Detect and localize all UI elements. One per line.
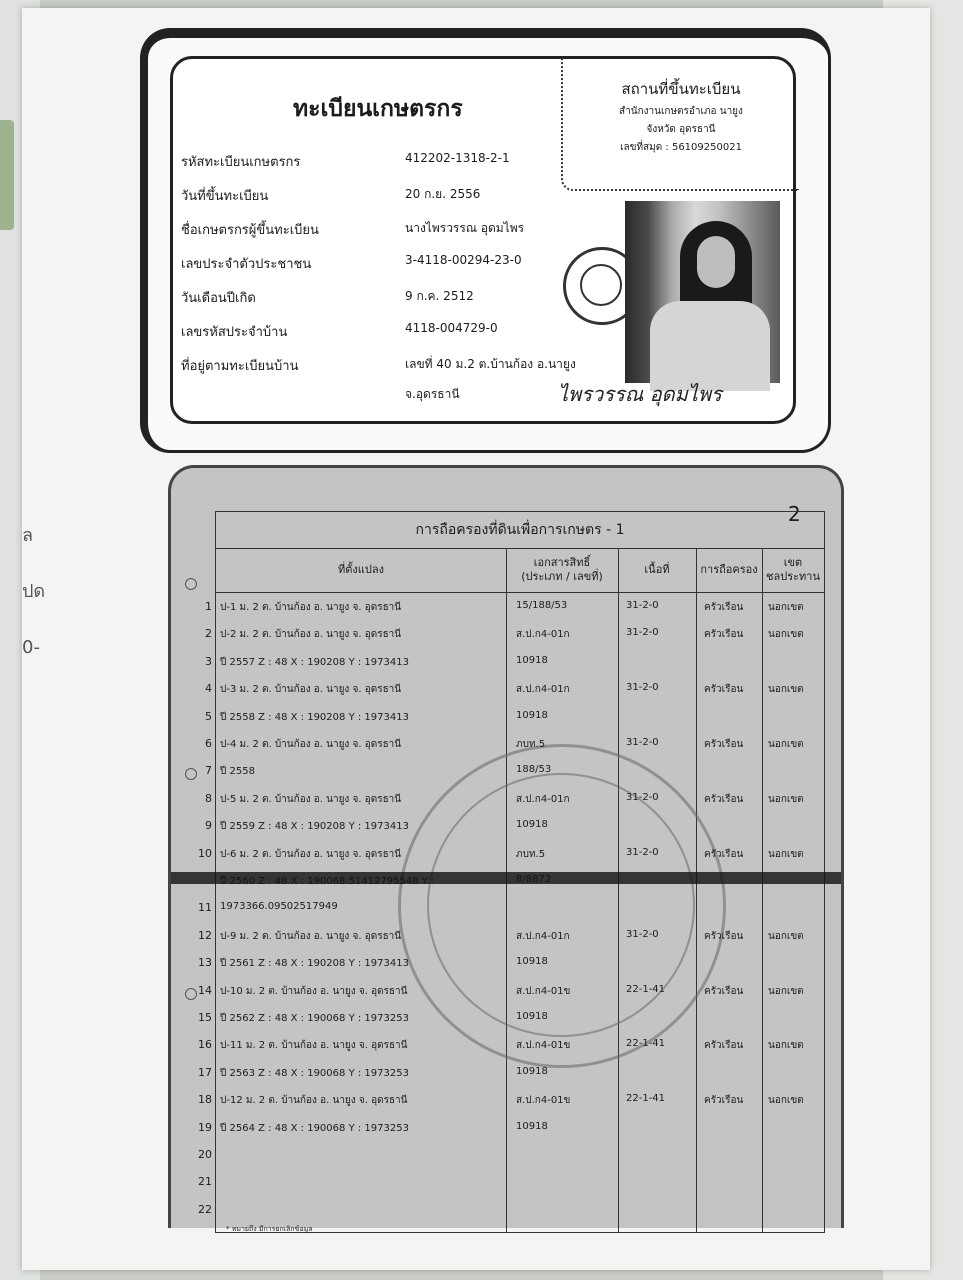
field-label: ที่อยู่ตามทะเบียนบ้าน — [181, 359, 299, 374]
edge-mark: ปด — [22, 581, 46, 602]
table-cell-plot: ป-10 ม. 2 ต. บ้านก้อง อ. นายูง จ. อุดรธานี — [220, 985, 408, 997]
table-cell-tenure: ครัวเรือน — [704, 1040, 744, 1052]
field-label: เลขประจำตัวประชาชน — [181, 257, 312, 272]
table-cell-doc: 10918 — [516, 956, 548, 968]
field-value: 20 ก.ย. 2556 — [405, 187, 481, 201]
row-number: 22 — [198, 1202, 212, 1216]
row-number: 14 — [198, 983, 212, 997]
registration-office: สำนักงานเกษตรอำเภอ นายูง — [619, 106, 743, 117]
table-cell-tenure: ครัวเรือน — [704, 793, 744, 805]
table-cell-tenure: ครัวเรือน — [704, 1095, 744, 1107]
farmer-photo — [625, 201, 780, 383]
table-cell-area: 31-2-0 — [626, 682, 659, 694]
registration-province: จังหวัด อุดรธานี — [646, 124, 716, 135]
table-cell-zone: นอกเขต — [768, 930, 804, 942]
table-cell-tenure: ครัวเรือน — [704, 930, 744, 942]
table-cell-plot: ป-2 ม. 2 ต. บ้านก้อง อ. นายูง จ. อุดรธานี — [220, 629, 402, 641]
row-number: 17 — [198, 1065, 212, 1079]
column-divider — [762, 548, 763, 1232]
table-cell-doc: 10918 — [516, 819, 548, 831]
table-cell-tenure: ครัวเรือน — [704, 684, 744, 696]
table-cell-doc: ส.ป.ก4-01ก — [516, 629, 570, 641]
table-cell-area: 31-2-0 — [626, 928, 659, 940]
header-doc: เอกสารสิทธิ์ (ประเภท / เลขที่) — [506, 548, 618, 593]
row-number: 7 — [205, 764, 212, 778]
header-area: เนื้อที่ — [618, 548, 696, 593]
table-cell-area: 22-1-41 — [626, 983, 666, 995]
row-number: 4 — [205, 682, 212, 696]
row-number: 11 — [198, 901, 212, 915]
table-cell-tenure: ครัวเรือน — [704, 739, 744, 750]
field-label: รหัสทะเบียนเกษตรกร — [181, 155, 301, 170]
binder-hole-icon — [185, 578, 197, 590]
row-number: 2 — [205, 627, 212, 641]
table-cell-plot: ป-12 ม. 2 ต. บ้านก้อง อ. นายูง จ. อุดรธานี — [220, 1095, 408, 1107]
table-cell-tenure: ครัวเรือน — [704, 848, 744, 860]
field-value: เลขที่ 40 ม.2 ต.บ้านก้อง อ.นายูง — [405, 357, 576, 371]
background-green-tab — [0, 120, 14, 230]
row-number: 5 — [205, 709, 212, 723]
row-number: 12 — [198, 928, 212, 942]
table-cell-area: 22-1-41 — [626, 1093, 666, 1105]
header-plot: ที่ตั้งแปลง — [216, 548, 506, 593]
table-cell-doc: 10918 — [516, 1011, 548, 1022]
table-cell-plot: ป-6 ม. 2 ต. บ้านก้อง อ. นายูง จ. อุดรธานี — [220, 848, 402, 860]
table-cell-plot: ปี 2558 — [220, 766, 255, 778]
table-cell-doc: ส.ป.ก4-01ข — [516, 985, 571, 997]
registration-book-no: เลขที่สมุด : 56109250021 — [620, 142, 742, 153]
table-cell-zone: นอกเขต — [768, 848, 804, 860]
field-label: ชื่อเกษตรกรผู้ขึ้นทะเบียน — [181, 223, 319, 238]
table-cell-plot: ปี 2559 Z : 48 X : 190208 Y : 1973413 — [220, 821, 409, 833]
table-cell-zone: นอกเขต — [768, 684, 804, 696]
table-title: การถือครองที่ดินเพื่อการเกษตร - 1 — [216, 512, 824, 549]
table-cell-area: 31-2-0 — [626, 737, 659, 748]
table-cell-area: 31-2-0 — [626, 791, 659, 803]
row-number: 21 — [198, 1175, 212, 1189]
table-cell-zone: นอกเขต — [768, 739, 804, 750]
footnote: * หมายถึง มีการยกเลิกข้อมูล — [226, 1225, 313, 1233]
row-number: 10 — [198, 846, 212, 860]
table-cell-tenure: ครัวเรือน — [704, 602, 744, 613]
row-number: 9 — [205, 819, 212, 833]
field-value: 3-4118-00294-23-0 — [405, 253, 522, 267]
row-number: 8 — [205, 791, 212, 805]
table-cell-doc: 10918 — [516, 654, 548, 666]
field-label: วันที่ขึ้นทะเบียน — [181, 189, 269, 204]
table-cell-plot: ปี 2558 Z : 48 X : 190208 Y : 1973413 — [220, 711, 409, 723]
table-cell-plot: ปี 2557 Z : 48 X : 190208 Y : 1973413 — [220, 656, 409, 668]
table-cell-doc: 10918 — [516, 1120, 548, 1132]
table-cell-zone: นอกเขต — [768, 1095, 804, 1107]
farmer-registration-card — [140, 28, 831, 453]
table-cell-area: 31-2-0 — [626, 600, 659, 611]
table-cell-area: 22-1-41 — [626, 1038, 666, 1050]
table-cell-zone: นอกเขต — [768, 602, 804, 613]
registration-place-title: สถานที่ขึ้นทะเบียน — [621, 80, 741, 98]
table-cell-zone: นอกเขต — [768, 629, 804, 641]
card1-title: ทะเบียนเกษตรกร — [293, 96, 463, 122]
signature: ไพรวรรณ อุดมไพร — [558, 382, 722, 406]
table-cell-doc: 15/188/53 — [516, 600, 568, 611]
table-cell-plot: ป-11 ม. 2 ต. บ้านก้อง อ. นายูง จ. อุดรธานี — [220, 1040, 408, 1052]
row-number: 16 — [198, 1038, 212, 1052]
table-cell-doc: 10918 — [516, 709, 548, 721]
row-number: 20 — [198, 1148, 212, 1161]
edge-mark: 0- — [22, 637, 40, 658]
table-cell-zone: นอกเขต — [768, 793, 804, 805]
row-number: 3 — [205, 654, 212, 668]
field-value: นางไพรวรรณ อุดมไพร — [405, 221, 525, 235]
table-cell-plot: 1973366.09502517949 — [220, 901, 338, 913]
field-value: 4118-004729-0 — [405, 321, 498, 335]
table-cell-doc: ภบท.5 — [516, 848, 546, 860]
table-cell-plot: ป-5 ม. 2 ต. บ้านก้อง อ. นายูง จ. อุดรธานี — [220, 793, 402, 805]
row-number: 15 — [198, 1011, 212, 1024]
address-line-2: จ.อุดรธานี — [405, 387, 460, 401]
table-cell-area: 31-2-0 — [626, 846, 659, 858]
field-value: 412202-1318-2-1 — [405, 151, 510, 165]
table-cell-plot: ปี 2562 Z : 48 X : 190068 Y : 1973253 — [220, 1013, 409, 1024]
row-number: 1 — [205, 600, 212, 613]
table-cell-zone: นอกเขต — [768, 1040, 804, 1052]
table-cell-doc: ส.ป.ก4-01ก — [516, 793, 570, 805]
table-cell-doc: ส.ป.ก4-01ก — [516, 684, 570, 696]
row-number: 19 — [198, 1120, 212, 1134]
field-label: วันเดือนปีเกิด — [181, 291, 256, 306]
land-holding-card — [168, 465, 844, 1233]
table-cell-plot: ป-9 ม. 2 ต. บ้านก้อง อ. นายูง จ. อุดรธานี — [220, 930, 402, 942]
table-cell-plot: ป-1 ม. 2 ต. บ้านก้อง อ. นายูง จ. อุดรธานี — [220, 602, 402, 613]
table-cell-tenure: ครัวเรือน — [704, 985, 744, 997]
table-cell-doc: ส.ป.ก4-01ข — [516, 1095, 571, 1107]
table-cell-zone: นอกเขต — [768, 985, 804, 997]
table-cell-doc: ส.ป.ก4-01ก — [516, 930, 570, 942]
table-cell-doc: ภบท.5 — [516, 739, 546, 750]
table-cell-plot: ปี 2563 Z : 48 X : 190068 Y : 1973253 — [220, 1067, 409, 1079]
card1-inner-frame — [170, 56, 796, 424]
table-cell-area: 31-2-0 — [626, 627, 659, 639]
table-cell-plot: ป-3 ม. 2 ต. บ้านก้อง อ. นายูง จ. อุดรธานี — [220, 684, 402, 696]
page-number: 2 — [788, 502, 801, 526]
field-value: 9 ก.ค. 2512 — [405, 289, 474, 303]
registration-place-box — [561, 57, 799, 191]
table-cell-tenure: ครัวเรือน — [704, 629, 744, 641]
row-number: 18 — [198, 1093, 212, 1107]
table-cell-plot: ปี 2561 Z : 48 X : 190208 Y : 1973413 — [220, 958, 409, 970]
row-number: 13 — [198, 956, 212, 970]
page-fold-line — [171, 872, 841, 884]
row-number: 6 — [205, 737, 212, 750]
table-cell-plot: ปี 2564 Z : 48 X : 190068 Y : 1973253 — [220, 1122, 409, 1134]
left-edge-marks — [22, 508, 45, 676]
edge-mark: ล — [22, 525, 34, 546]
table-cell-plot: ป-4 ม. 2 ต. บ้านก้อง อ. นายูง จ. อุดรธานี — [220, 739, 402, 750]
field-label: เลขรหัสประจำบ้าน — [181, 325, 288, 340]
header-zone: เขต ชลประทาน — [762, 548, 824, 593]
table-cell-doc: 188/53 — [516, 764, 552, 776]
table-cell-doc: ส.ป.ก4-01ข — [516, 1040, 571, 1052]
header-tenure: การถือครอง — [696, 548, 762, 593]
table-cell-doc: 10918 — [516, 1065, 548, 1077]
